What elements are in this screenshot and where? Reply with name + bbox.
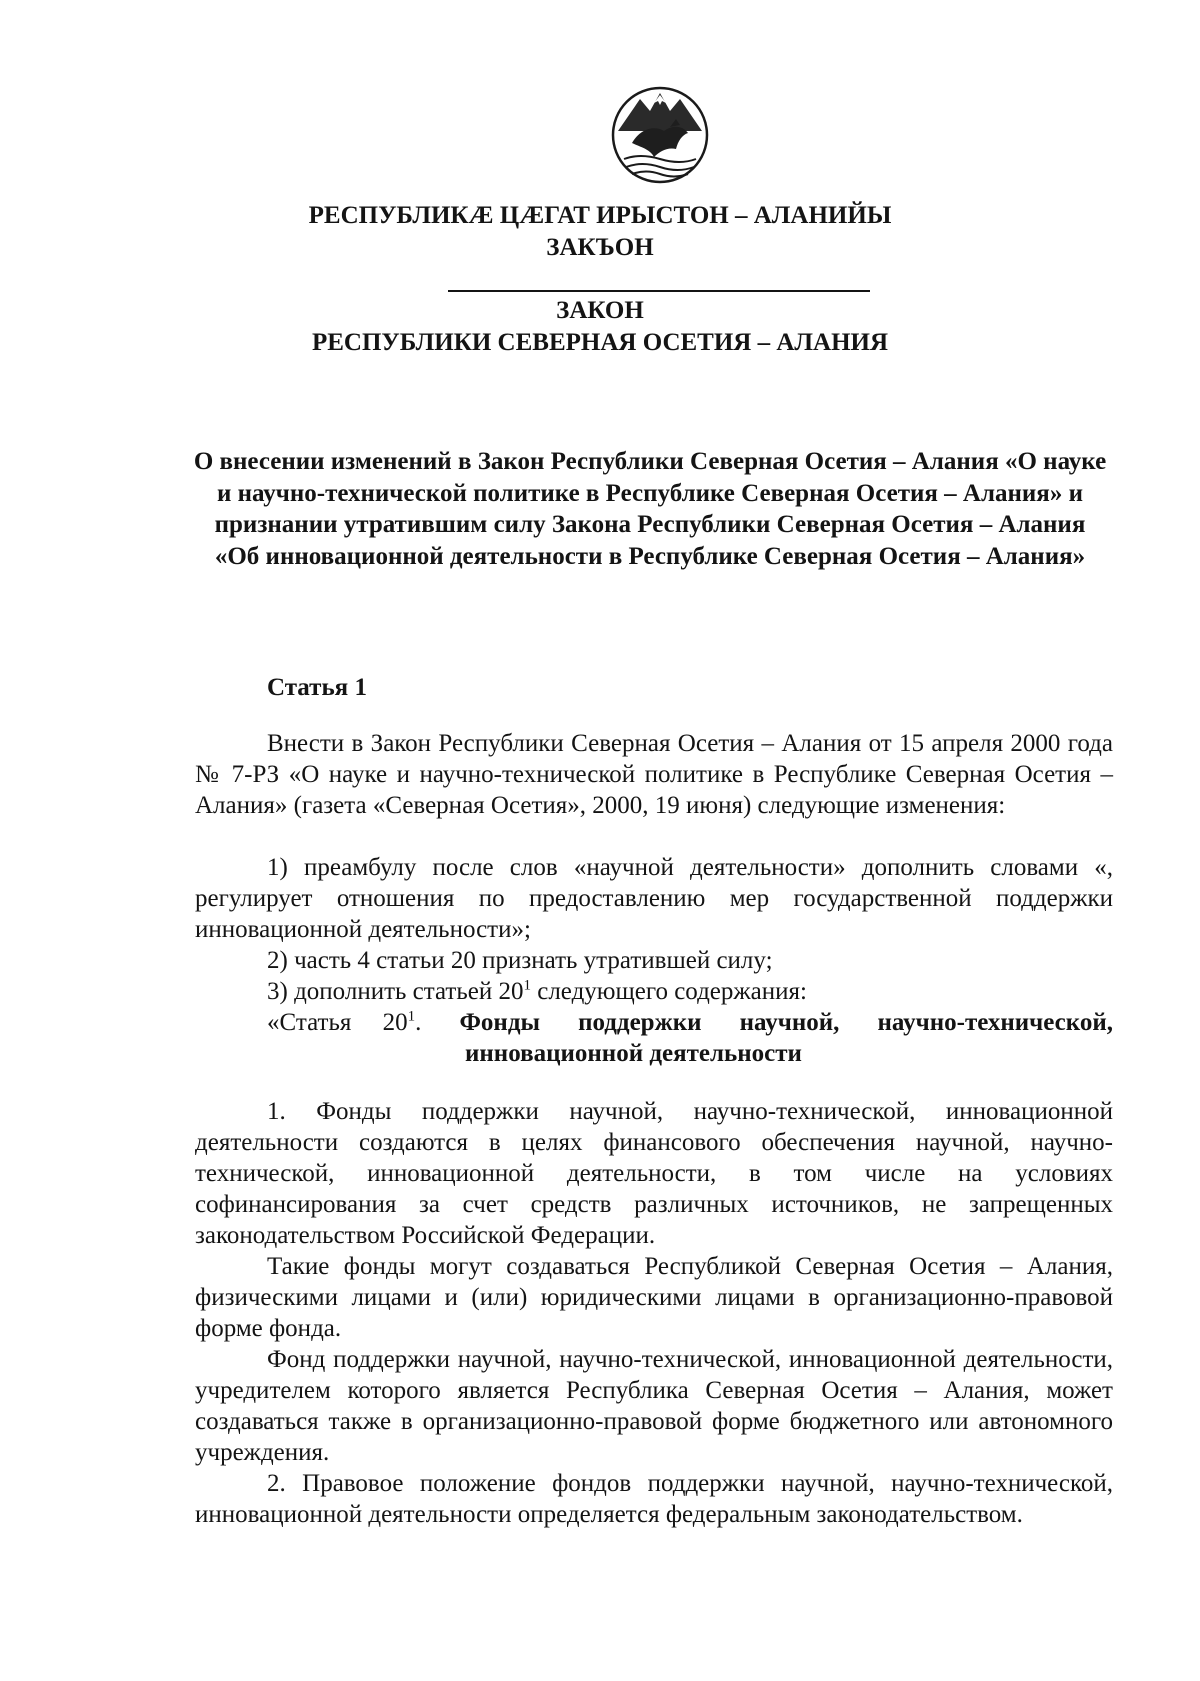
ossetian-republic-name: РЕСПУБЛИКӔ ЦӔГАТ ИРЫСТОН – АЛАНИЙЫ: [308, 202, 892, 229]
new-article-number: [267, 1007, 421, 1038]
new-article-num-dot: .: [415, 1009, 422, 1036]
amendment-item-1: 1) преамбулу после слов «научной деятельности» дополнить словами «, регулирует отношения по предоставлению мер государственной поддержки инновационной деятельности»;: [195, 854, 1113, 943]
new-article-prefix: «Статья: [267, 1009, 352, 1036]
item3-superscript: 1: [523, 977, 531, 994]
item3-text-after: следующего содержания:: [530, 978, 807, 1005]
new-article-point-1-paragraph-2: Такие фонды могут создаваться Республикой Северная Осетия – Алания, физическими лицами и (или) юридическими лицами в организационно-правовой форме фонда.: [195, 1253, 1113, 1342]
new-article-point-2: 2. Правовое положение фондов поддержки научной, научно-технической, инновационной деятельности определяется федеральным законодательством.: [195, 1470, 1113, 1528]
new-article-title-line2: инновационной деятельности: [465, 1040, 802, 1067]
coat-of-arms-emblem-icon: [610, 85, 710, 185]
new-article-title-word-4: научно-технической,: [877, 1009, 1113, 1036]
new-article-point-1-paragraph-3: Фонд поддержки научной, научно-технической, инновационной деятельности, учредителем которого является Республика Северная Осетия – Алания, может создаваться также в организационно-правовой форме бюджетного или автономного учреждения.: [195, 1346, 1113, 1466]
russian-law-word: ЗАКОН: [556, 297, 644, 324]
item3-text-before: 3) дополнить статьей 20: [267, 978, 524, 1005]
new-article-title-word-2: поддержки: [578, 1009, 702, 1036]
new-article-num-superscript: 1: [407, 1008, 416, 1025]
ossetian-heading: [0, 200, 1200, 264]
new-article-heading: [267, 1007, 1113, 1069]
article-intro-paragraph: Внести в Закон Республики Северная Осетия – Алания от 15 апреля 2000 года № 7-РЗ «О науке и научно-технической политике в Республике Северная Осетия – Алания» (газета «Северная Осетия», 2000, 19 июня) следующие изменения:: [195, 730, 1113, 819]
russian-republic-name: РЕСПУБЛИКИ СЕВЕРНАЯ ОСЕТИЯ – АЛАНИЯ: [311, 329, 889, 356]
law-title: О внесении изменений в Закон Республики Северная Осетия – Алания «О науке и научно-технической политике в Республике Северная Осетия – Алания» и признании утратившим силу Закона Республики Северная Осетия – Алания «Об инновационной деятельности в Республике Северная Осетия – Алания»: [193, 448, 1107, 570]
article-heading: Статья 1: [267, 674, 367, 701]
new-article-title-word-3: научной,: [739, 1009, 840, 1036]
ossetian-law-word: ЗАКЪОН: [546, 234, 654, 261]
russian-heading: [0, 295, 1200, 359]
amendment-item-2: 2) часть 4 статьи 20 признать утратившей силу;: [267, 947, 773, 974]
header-divider: [448, 290, 870, 292]
new-article-num: 20: [382, 1009, 408, 1036]
new-article-title-word-1: Фонды: [459, 1009, 540, 1036]
amendment-item-3: [195, 976, 1113, 1007]
new-article-point-1: 1. Фонды поддержки научной, научно-технической, инновационной деятельности создаются в целях финансового обеспечения научной, научно-технической, инновационной деятельности, в том числе на условиях софинансирования за счет средств различных источников, не запрещенных законодательством Российской Федерации.: [195, 1098, 1113, 1249]
new-article-heading-line1: [267, 1007, 1113, 1038]
